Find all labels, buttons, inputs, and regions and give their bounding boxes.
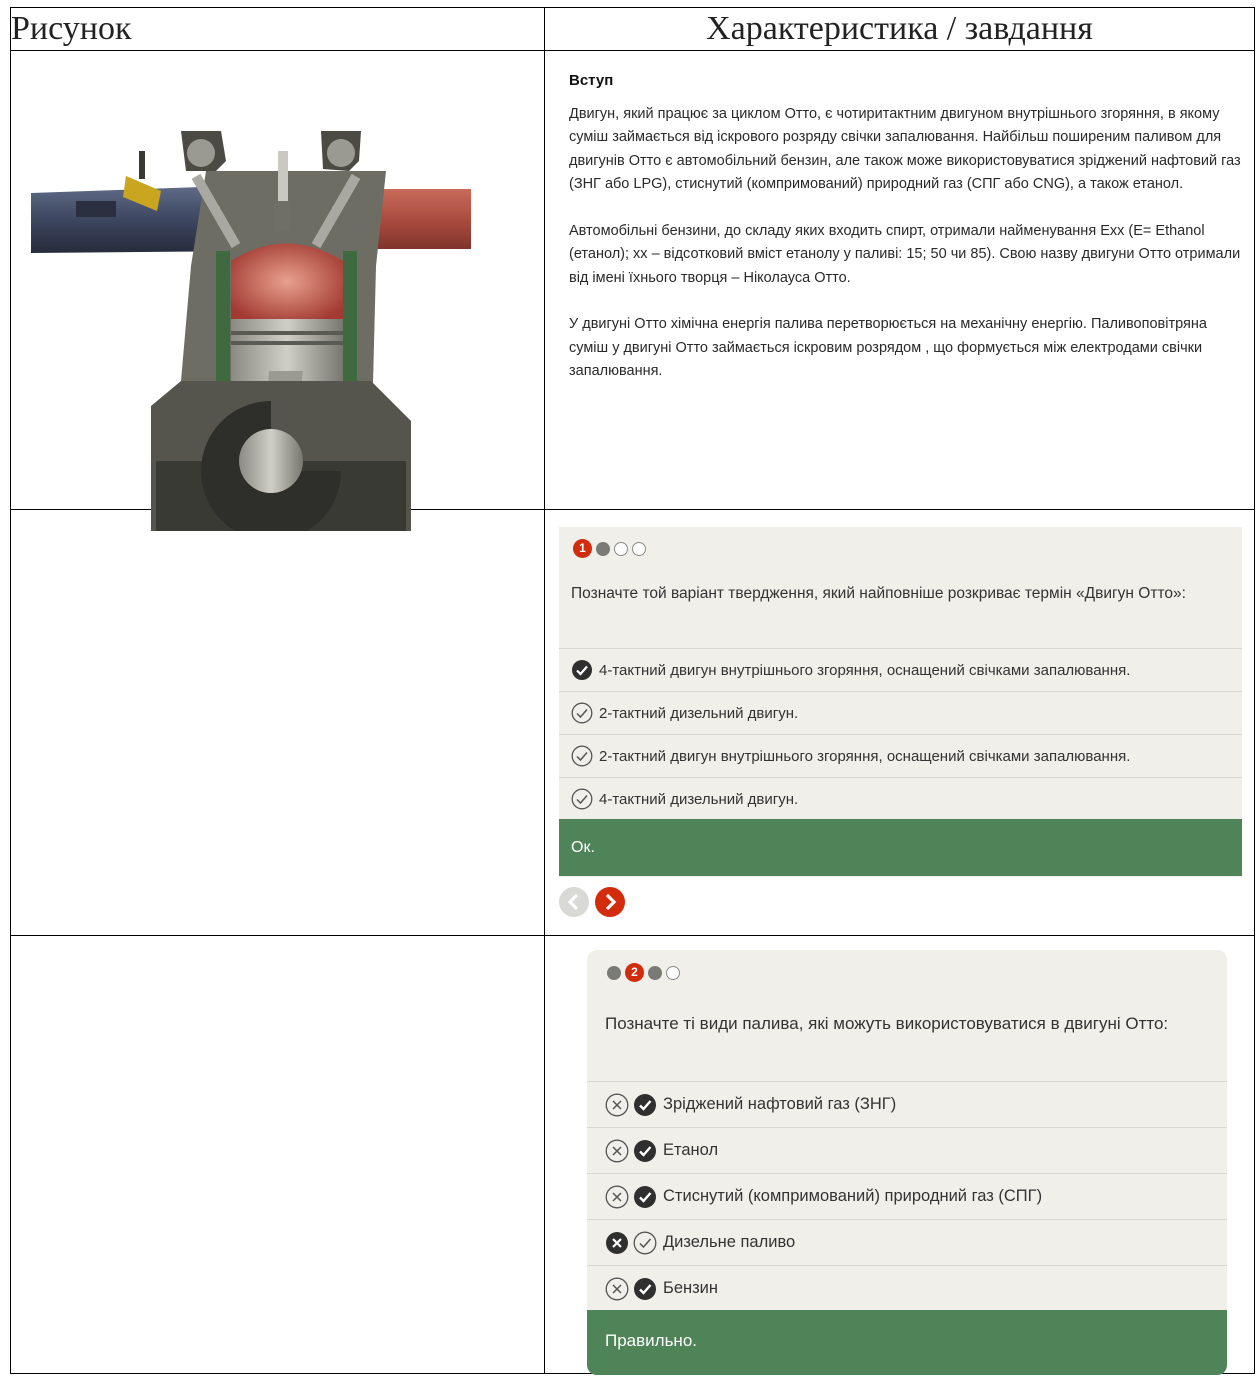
cross-outline-icon[interactable] <box>605 1277 629 1301</box>
prev-arrow-icon[interactable] <box>559 887 589 917</box>
cross-outline-icon[interactable] <box>605 1093 629 1117</box>
quiz1-progress-dots <box>573 539 646 558</box>
document-table <box>10 7 1255 1374</box>
empty-figure-cell-3 <box>11 936 545 1374</box>
quiz1-option-label: 2-тактний двигун внутрішнього згоряння, оснащений свічками запалювання. <box>599 747 1131 765</box>
quiz1-option[interactable] <box>559 734 1242 777</box>
quiz2-option <box>587 1173 1227 1219</box>
check-filled-icon[interactable] <box>633 1277 657 1301</box>
engine-figure-cell <box>11 51 545 510</box>
quiz2-option <box>587 1127 1227 1173</box>
quiz2-option-label: Бензин <box>663 1279 719 1297</box>
check-filled-icon[interactable] <box>633 1185 657 1209</box>
check-outline-icon[interactable] <box>633 1231 657 1255</box>
intro-paragraph-3: У двигуні Отто хімічна енергія палива перетворюється на механічну енергію. Паливоповітряна суміш у двигуні Отто займається іскровим розрядом , що формується між електродами свічки запалювання. <box>569 316 1207 379</box>
quiz1-step-dot[interactable] <box>632 542 646 556</box>
check-filled-icon <box>571 659 593 681</box>
empty-figure-cell-2 <box>11 510 545 936</box>
quiz2-option-label: Стиснутий (компримований) природний газ (СПГ) <box>663 1187 1043 1205</box>
quiz1-step-dot[interactable] <box>596 542 610 556</box>
quiz1-cell <box>545 510 1255 936</box>
quiz2-step-dot[interactable] <box>648 966 662 980</box>
quiz2-cell <box>545 936 1255 1374</box>
quiz2-options <box>587 1081 1227 1311</box>
cross-filled-icon[interactable] <box>605 1231 629 1255</box>
quiz2-progress-dots <box>607 963 680 982</box>
intro-title: Вступ <box>569 72 614 89</box>
quiz1-step-current[interactable]: 1 <box>573 539 592 558</box>
quiz1-feedback: Ок. <box>559 819 1242 876</box>
quiz2-option-label: Дизельне паливо <box>663 1233 796 1251</box>
quiz1-option-label: 2-тактний дизельний двигун. <box>599 704 799 722</box>
intro-paragraph-1: Двигун, який працює за циклом Отто, є чотиритактним двигуном внутрішнього згоряння, в якому суміш займається від іскрового розряду свічки запалювання. Найбільш поширеним паливом для двигунів Отто є автомобільний бензин, але також може використовуватися зріджений нафтовий газ (ЗНГ або LPG), стиснутий (компримований) природний газ (СПГ або CNG), а також етанол. <box>569 105 1241 192</box>
quiz2-option-label: Зріджений нафтовий газ (ЗНГ) <box>663 1095 897 1113</box>
quiz2-option <box>587 1265 1227 1311</box>
quiz2-step-current[interactable]: 2 <box>625 963 644 982</box>
quiz2-option-label: Етанол <box>663 1141 719 1159</box>
quiz2-step-dot[interactable] <box>666 966 680 980</box>
quiz1-panel <box>559 527 1242 877</box>
quiz1-option-label: 4-тактний двигун внутрішнього згоряння, оснащений свічками запалювання. <box>599 661 1131 679</box>
quiz1-navigation <box>559 887 625 917</box>
check-outline-icon <box>571 788 593 810</box>
cross-outline-icon[interactable] <box>605 1139 629 1163</box>
quiz1-option-label: 4-тактний дизельний двигун. <box>599 790 799 808</box>
header-figure: Рисунок <box>11 8 545 51</box>
quiz1-option[interactable] <box>559 777 1242 820</box>
quiz2-step-dot[interactable] <box>607 966 621 980</box>
intro-paragraph-2: Автомобільні бензини, до складу яких входить спирт, отримали найменування Exx (E= Ethanol (етанол); xx – відсотковий вміст етанолу у паливі: 15; 50 чи 85). Свою назву двигуни Отто отримали від імені їхнього творця – Ніколауса Отто. <box>569 222 1241 286</box>
quiz1-option[interactable] <box>559 691 1242 734</box>
quiz1-step-dot[interactable] <box>614 542 628 556</box>
cross-outline-icon[interactable] <box>605 1185 629 1209</box>
quiz2-feedback: Правильно. <box>587 1310 1227 1375</box>
quiz2-question: Позначте ті види палива, які можуть використовуватися в двигуні Отто: <box>605 1014 1169 1033</box>
quiz2-panel <box>587 950 1227 1375</box>
quiz1-options <box>559 648 1242 820</box>
check-filled-icon[interactable] <box>633 1093 657 1117</box>
check-outline-icon <box>571 745 593 767</box>
otto-engine-illustration <box>31 131 491 531</box>
quiz2-option <box>587 1219 1227 1265</box>
check-filled-icon[interactable] <box>633 1139 657 1163</box>
quiz2-option <box>587 1081 1227 1127</box>
quiz1-question: Позначте той варіант твердження, який найповніше розкриває термін «Двигун Отто»: <box>571 585 1186 602</box>
check-outline-icon <box>571 702 593 724</box>
header-description: Характеристика / завдання <box>545 8 1255 51</box>
quiz1-option[interactable] <box>559 648 1242 691</box>
next-arrow-icon[interactable] <box>595 887 625 917</box>
intro-cell <box>545 51 1255 510</box>
